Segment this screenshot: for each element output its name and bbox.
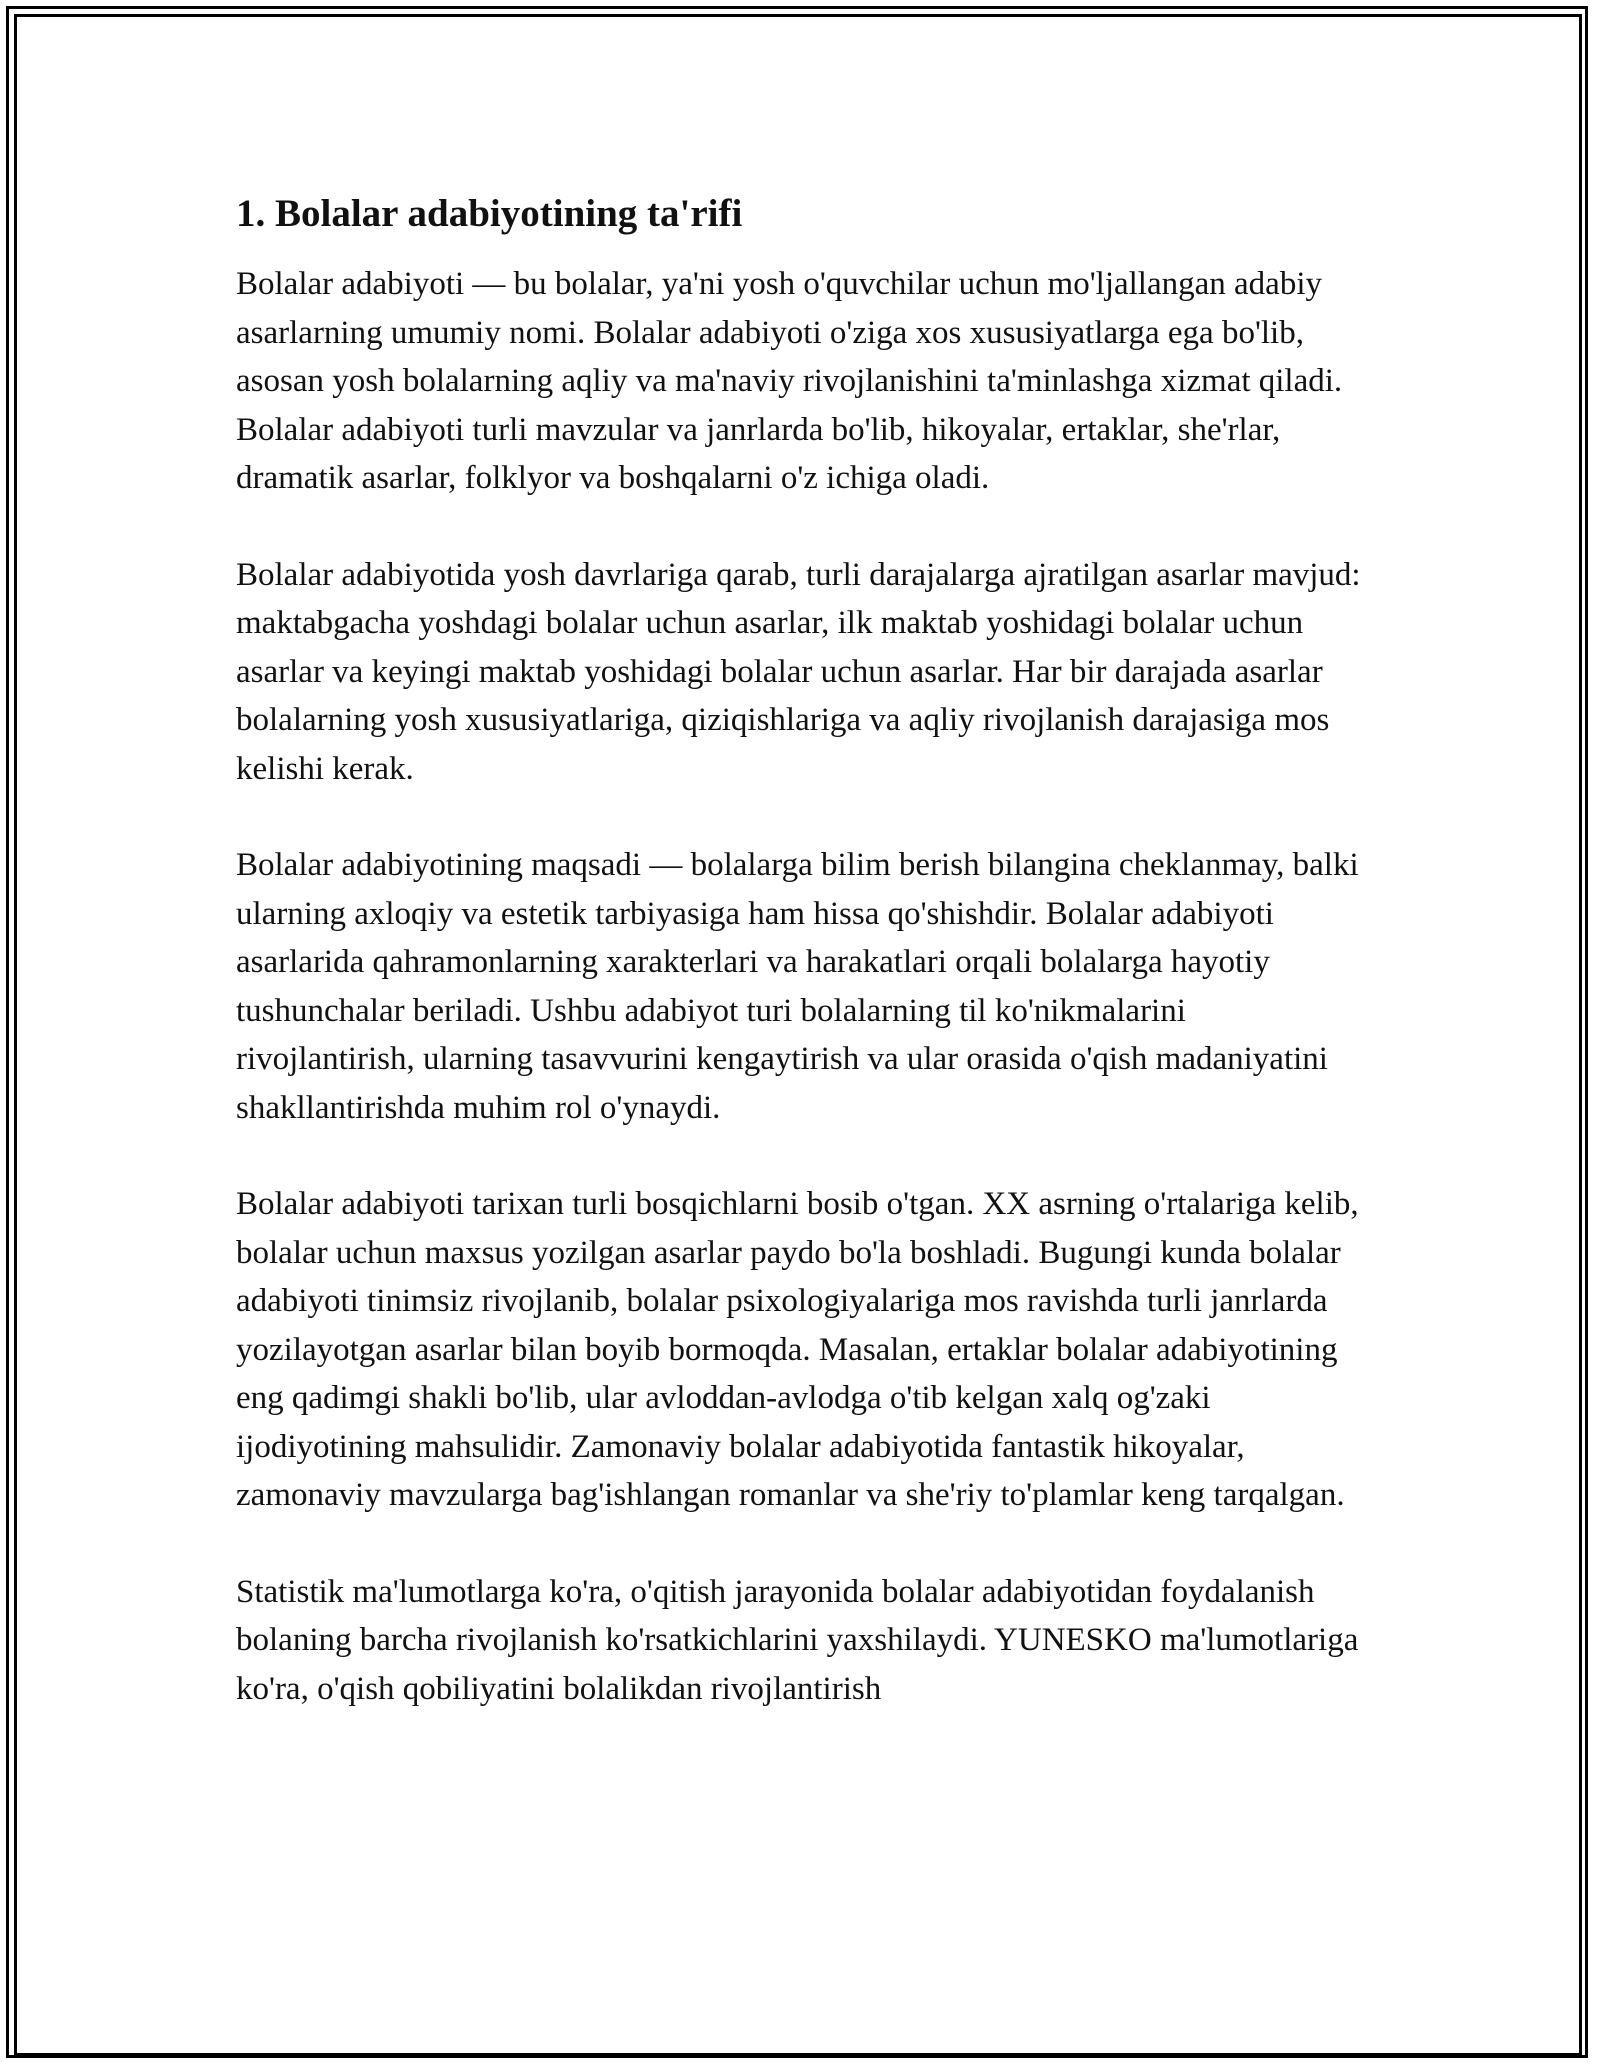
paragraph-purpose: Bolalar adabiyotining maqsadi — bolalarga bilim berish bilangina cheklanmay, balki ularning axloqiy va estetik tarbiyasiga ham hissa qo'shishdir. Bolalar adabiyoti asarlarida qahramonlarning xarakterlari va harakatlari orqali bolalarga hayotiy tushunchalar beriladi. Ushbu adabiyot turi bolalarning til ko'nikmalarini rivojlantirish, ularning tasavvurini kengaytirish va ular orasida o'qish madaniyatini shakllantirishda muhim rol o'ynaydi. [236,847,1359,1126]
paragraph-age-levels: Bolalar adabiyotida yosh davrlariga qarab, turli darajalarga ajratilgan asarlar mavjud: maktabgacha yoshdagi bolalar uchun asarlar, ilk maktab yoshidagi bolalar uchun asarlar va keyingi maktab yoshidagi bolalar uchun asarlar. Har bir darajada asarlar bolalarning yosh xususiyatlariga, qiziqishlariga va aqliy rivojlanish darajasiga mos kelishi kerak. [236,556,1361,787]
paragraph-definition: Bolalar adabiyoti — bu bolalar, ya'ni yosh o'quvchilar uchun mo'ljallangan adabiy asarlarning umumiy nomi. Bolalar adabiyoti o'ziga xos xususiyatlarga ega bo'lib, asosan yosh bolalarning aqliy va ma'naviy rivojlanishini ta'minlashga xizmat qiladi. Bolalar adabiyoti turli mavzular va janrlarda bo'lib, hikoyalar, ertaklar, she'rlar, dramatik asarlar, folklyor va boshqalarni o'z ichiga oladi. [236,266,1343,496]
document-body [236,186,1370,1761]
paragraph-history: Bolalar adabiyoti tarixan turli bosqichlarni bosib o'tgan. XX asrning o'rtalariga kelib, bolalar uchun maxsus yozilgan asarlar paydo bo'la boshladi. Bugungi kunda bolalar adabiyoti tinimsiz rivojlanib, bolalar psixologiyalariga mos ravishda turli janrlarda yozilayotgan asarlar bilan boyib bormoqda. Masalan, ertaklar bolalar adabiyotining eng qadimgi shakli bo'lib, ular avloddan-avlodga o'tib kelgan xalq og'zaki ijodiyotining mahsulidir. Zamonaviy bolalar adabiyotida fantastik hikoyalar, zamonaviy mavzularga bag'ishlangan romanlar va she'riy to'plamlar keng tarqalgan. [236,1186,1359,1513]
paragraph-statistics: Statistik ma'lumotlarga ko'ra, o'qitish jarayonida bolalar adabiyotidan foydalanish bolaning barcha rivojlanish ko'rsatkichlarini yaxshilaydi. YUNESKO ma'lumotlariga ko'ra, o'qish qobiliyatini bolalikdan rivojlantirish [236,1573,1359,1707]
section-heading: 1. Bolalar adabiyotining ta'rifi [236,192,743,235]
